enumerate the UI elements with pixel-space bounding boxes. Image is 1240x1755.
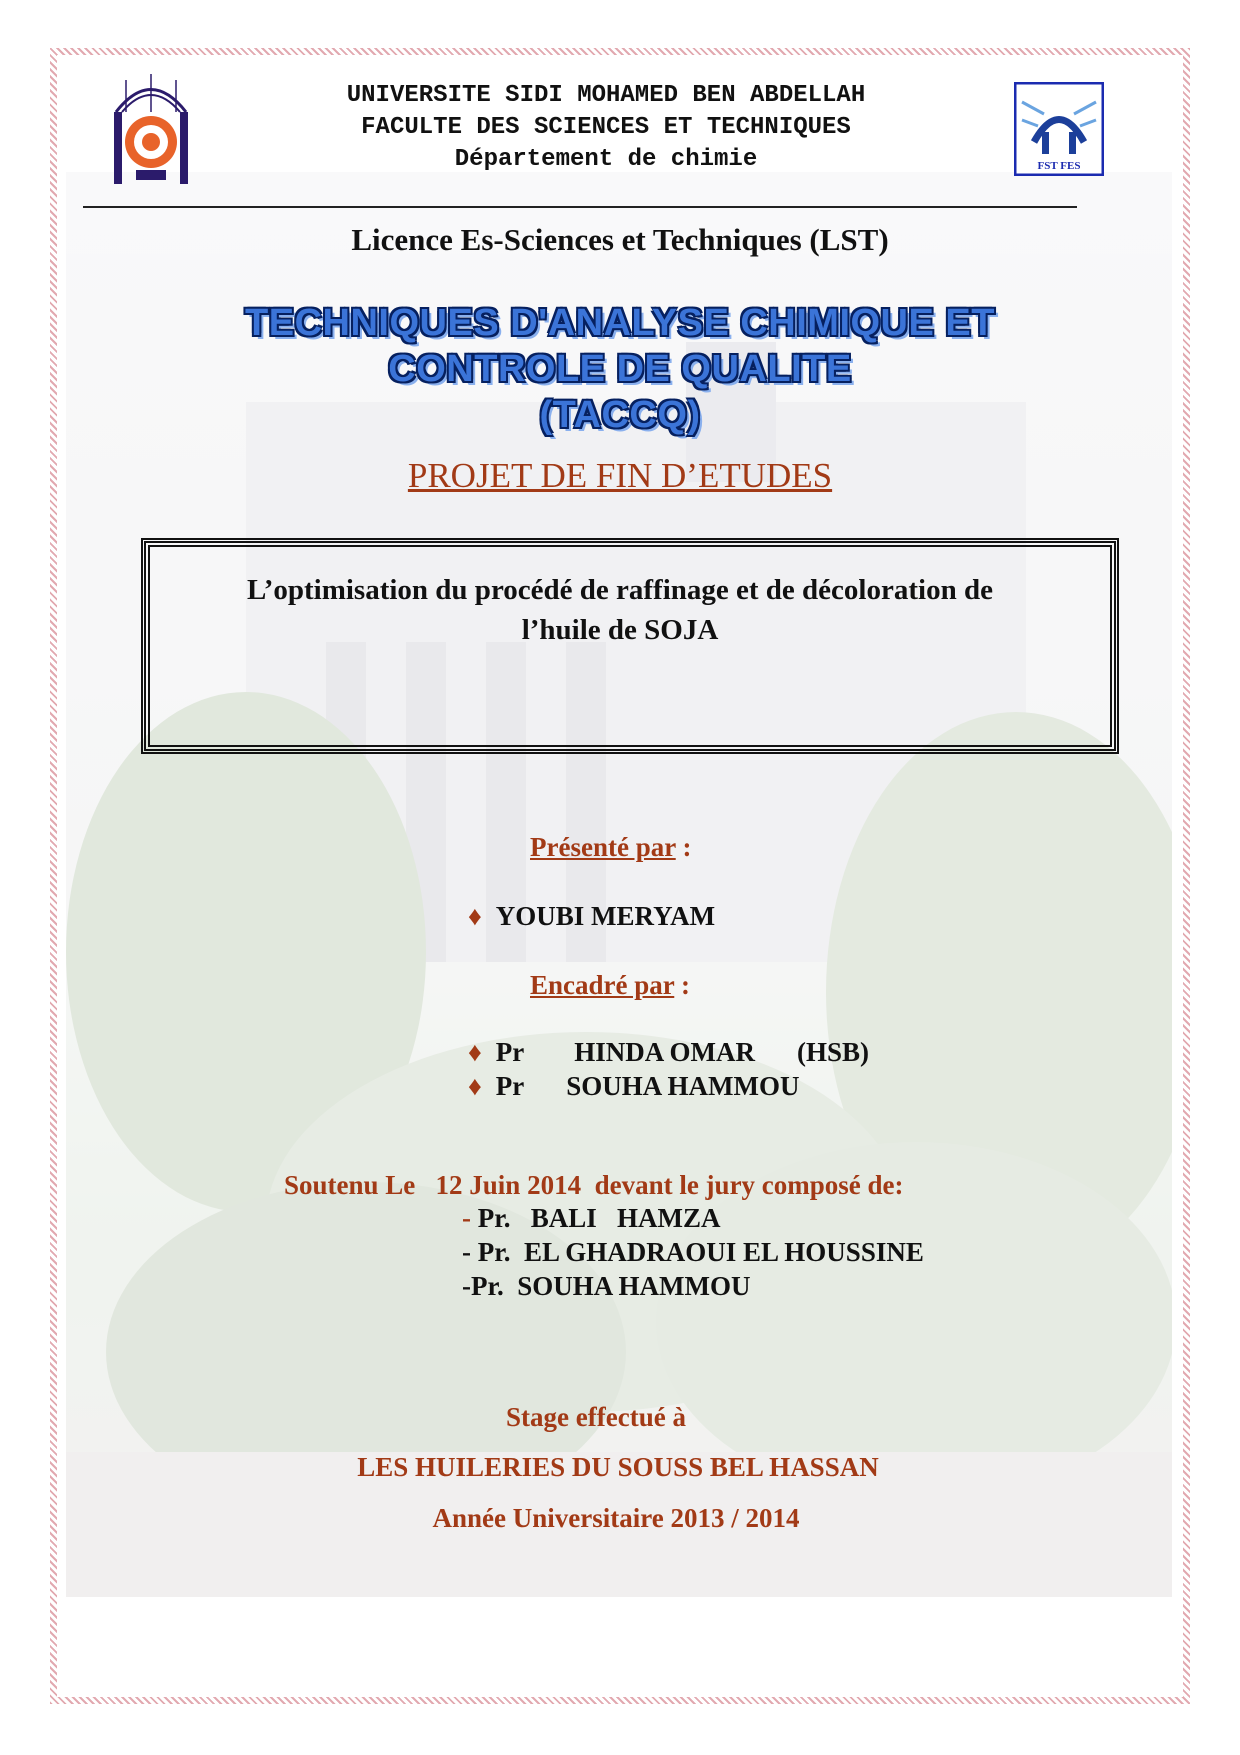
supervisor-entry: ♦ Pr SOUHA HAMMOU: [468, 1071, 800, 1101]
student-entry: [468, 901, 715, 932]
supervised-by-label: Encadré par :: [530, 970, 691, 1000]
logo-text: FST FES: [1037, 160, 1081, 172]
jury-member: -Pr. SOUHA HAMMOU: [462, 1271, 751, 1301]
thesis-title: [170, 570, 1070, 650]
pfe-heading: PROJET DE FIN D’ETUDES: [407, 456, 833, 495]
thesis-title-line-2: l’huile de SOJA: [521, 614, 719, 646]
licence-title: Licence Es-Sciences et Techniques (LST): [351, 222, 889, 257]
program-title-line-3: (TACCQ): [539, 394, 701, 436]
program-title: [0, 300, 1240, 438]
university-emblem-icon: [106, 72, 196, 187]
university-name: UNIVERSITE SIDI MOHAMED BEN ABDELLAH: [346, 82, 866, 109]
supervisor-name: HINDA OMAR: [574, 1037, 756, 1067]
thesis-title-line-1: L’optimisation du procédé de raffinage et de décoloration de: [247, 574, 993, 606]
diamond-bullet-icon: ♦: [468, 1071, 482, 1101]
program-title-line-1: TECHNIQUES D'ANALYSE CHIMIQUE ET: [245, 302, 995, 344]
presented-by-label: Présenté par :: [530, 832, 692, 862]
supervisor-name: SOUHA HAMMOU: [566, 1071, 800, 1101]
supervisor-affiliation: (HSB): [797, 1037, 870, 1067]
department-name: Département de chimie: [454, 146, 758, 173]
fst-fes-logo-icon: [1014, 82, 1104, 176]
internship-label: Stage effectué à: [506, 1402, 686, 1432]
defense-statement: Soutenu Le 12 Juin 2014 devant le jury composé de:: [284, 1170, 904, 1200]
internship-company: LES HUILERIES DU SOUSS BEL HASSAN: [357, 1452, 879, 1482]
program-title-line-2: CONTROLE DE QUALITE: [388, 348, 852, 390]
jury-member: - Pr. BALI HAMZA: [462, 1203, 721, 1233]
diamond-bullet-icon: ♦: [468, 901, 482, 931]
jury-member: - Pr. EL GHADRAOUI EL HOUSSINE: [462, 1237, 924, 1267]
header: [66, 70, 1172, 190]
student-name: YOUBI MERYAM: [495, 901, 716, 931]
academic-year: Année Universitaire 2013 / 2014: [432, 1503, 800, 1533]
faculty-name: FACULTE DES SCIENCES ET TECHNIQUES: [361, 114, 851, 141]
header-divider: [83, 206, 1077, 208]
diamond-bullet-icon: ♦: [468, 1037, 482, 1067]
supervisor-entry: ♦ Pr HINDA OMAR (HSB): [468, 1037, 870, 1067]
